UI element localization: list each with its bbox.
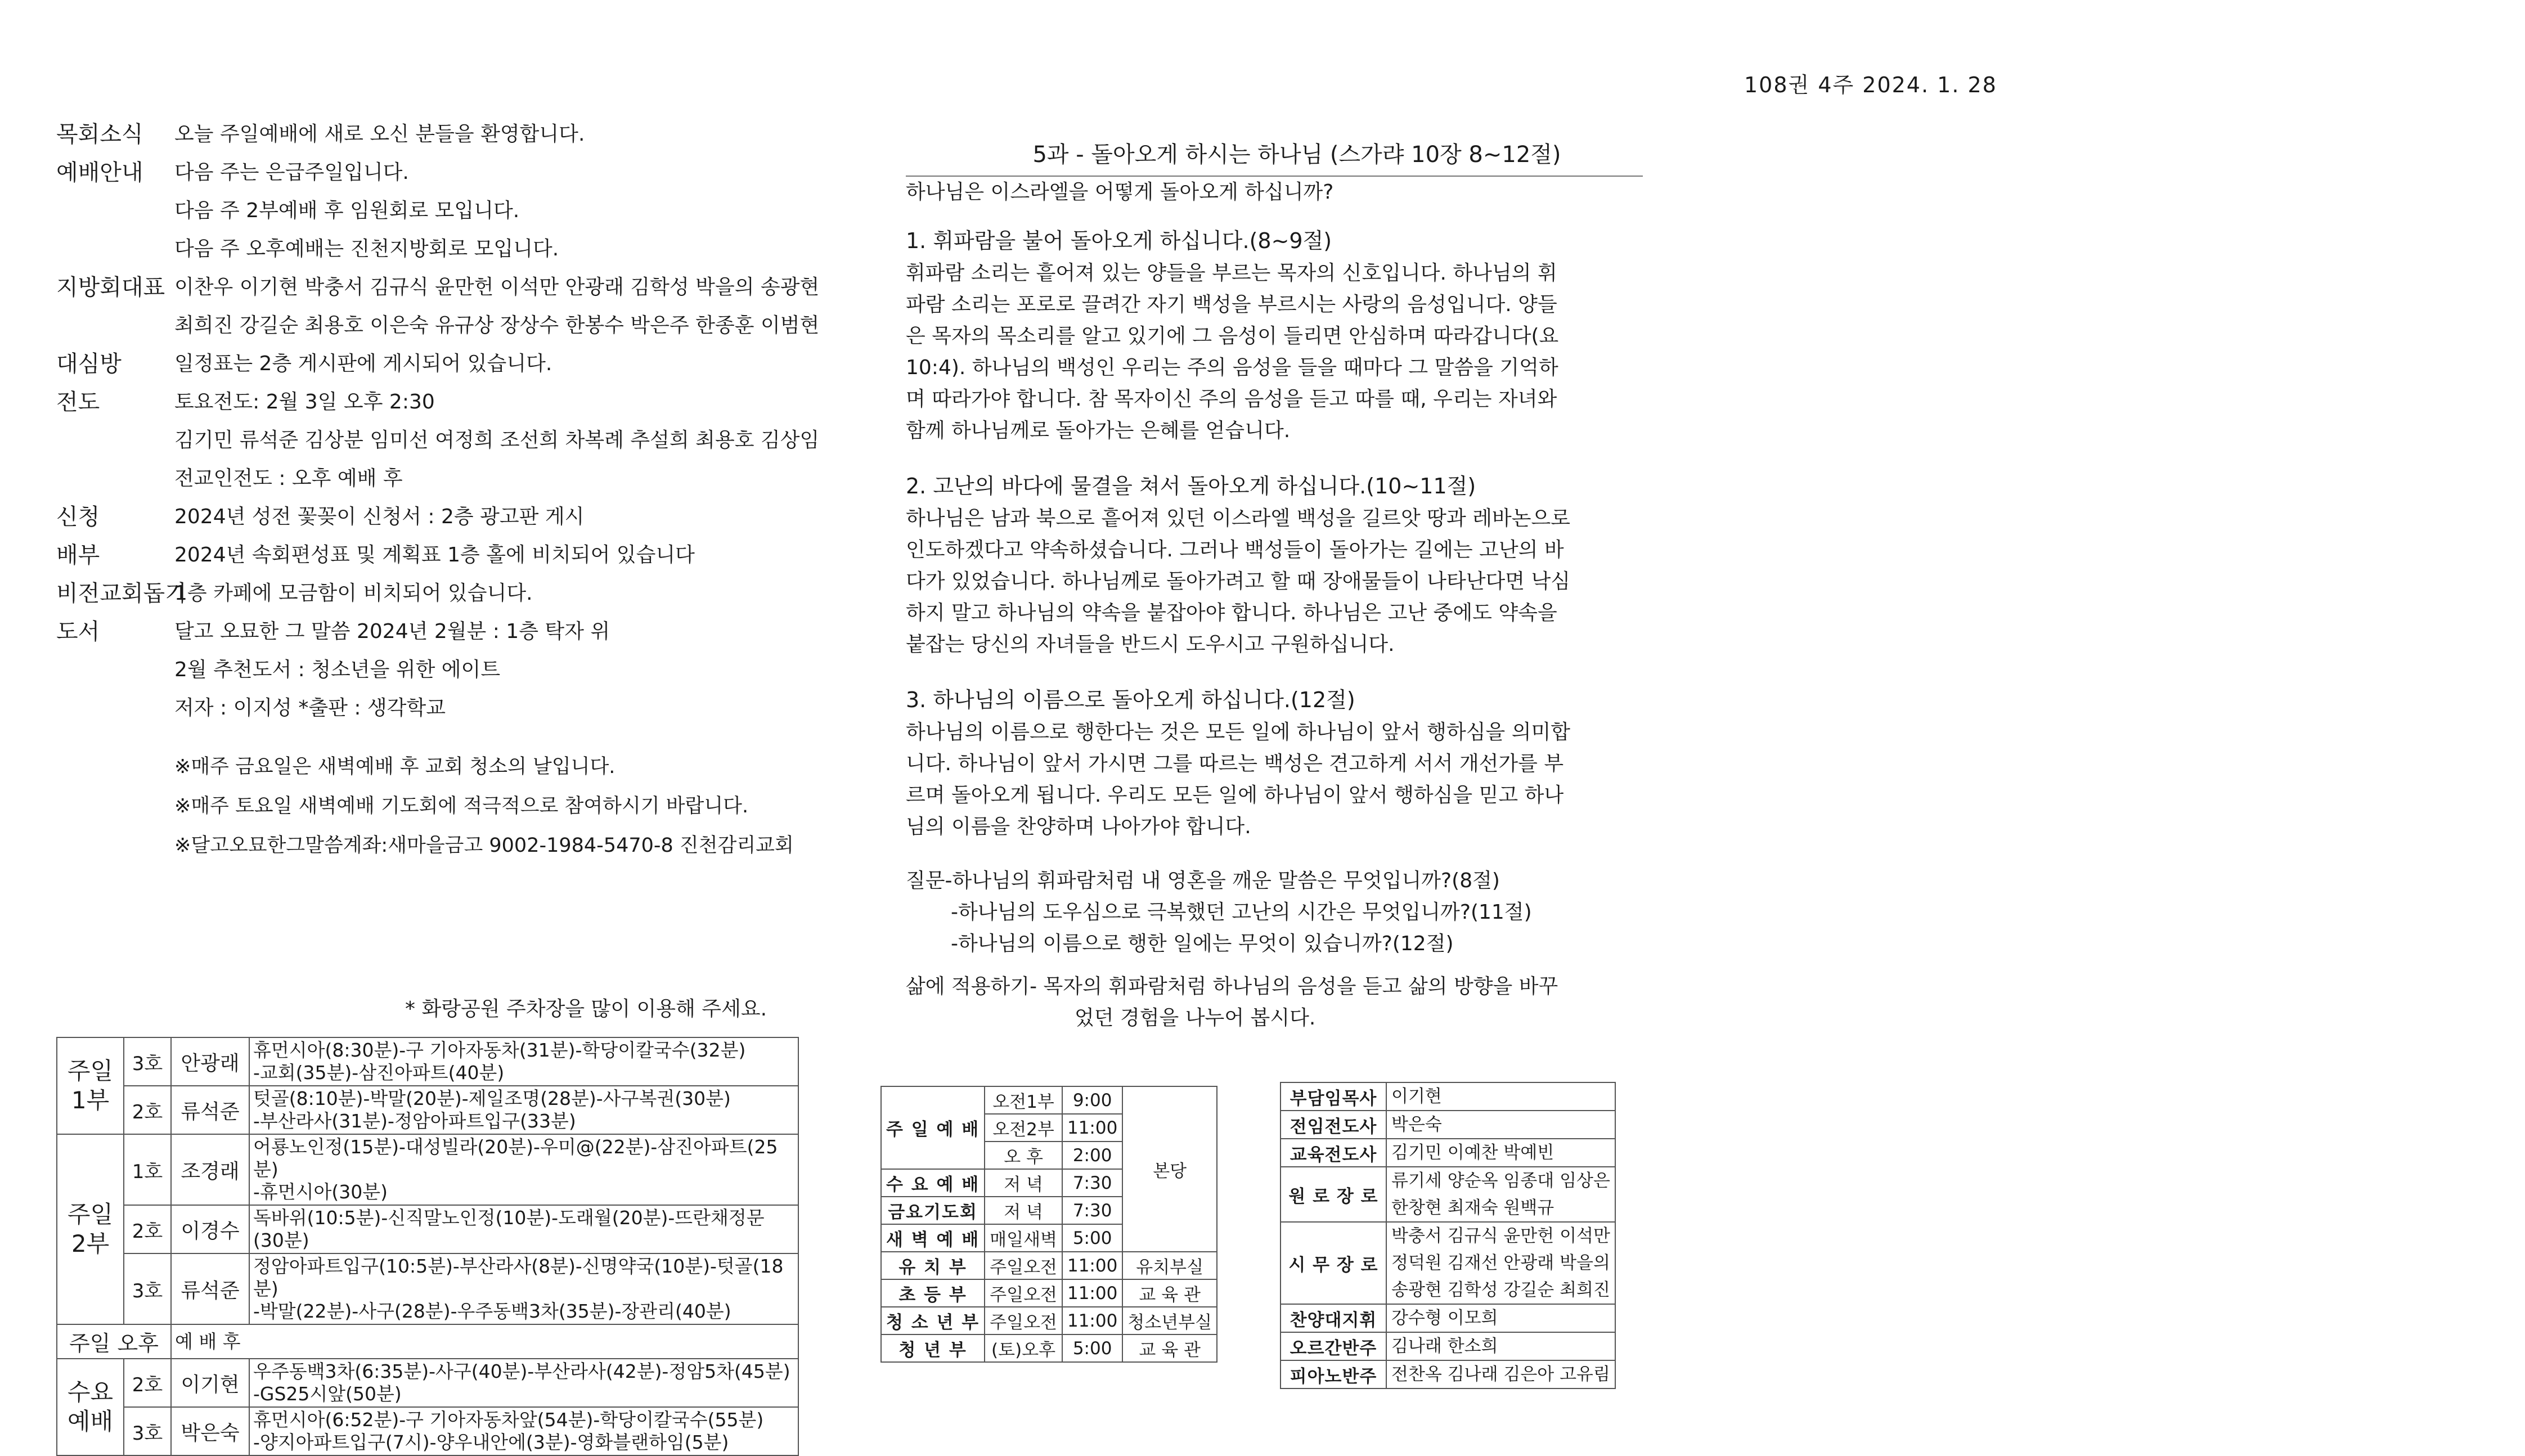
service-name: 유 치 부 bbox=[881, 1252, 985, 1279]
table-row bbox=[1281, 1139, 1615, 1167]
service-part: (토)오후 bbox=[985, 1334, 1062, 1362]
table-row bbox=[57, 1253, 798, 1324]
service-place: 청소년부실 bbox=[1122, 1307, 1217, 1334]
service-name: 수 요 예 배 bbox=[881, 1169, 985, 1197]
announcement-row bbox=[56, 421, 855, 460]
announcement-row bbox=[56, 613, 855, 651]
service-time: 11:00 bbox=[1062, 1252, 1122, 1279]
service-name: 청 소 년 부 bbox=[881, 1307, 985, 1334]
announcement-label bbox=[56, 651, 174, 689]
bus-route: 정암아파트입구(10:5분)-부산라사(8분)-신명약국(10분)-텃골(18분) -박말(22분)-사구(28분)-우주동백3차(35분)-장관리(40분) bbox=[249, 1253, 798, 1324]
announcement-label: 신청 bbox=[56, 504, 100, 530]
staff-name-line: 강수형 이모희 bbox=[1391, 1308, 1498, 1328]
announcement-text: 다음 주 오후예배는 진천지방회로 모입니다. bbox=[174, 237, 559, 260]
bus-number: 1호 bbox=[124, 1134, 171, 1205]
staff-role: 전임전도사 bbox=[1281, 1111, 1386, 1139]
table-row bbox=[1281, 1304, 1615, 1332]
section-line: 하나님은 남과 북으로 흩어져 있던 이스라엘 백성을 길르앗 땅과 레바논으로 bbox=[906, 507, 1571, 530]
announcement-label bbox=[56, 230, 174, 268]
table-row bbox=[57, 1359, 798, 1407]
announcement-row bbox=[56, 230, 855, 268]
sermon-intro: 하나님은 이스라엘을 어떻게 돌아오게 하십니까? bbox=[906, 181, 1334, 204]
bus-number: 2호 bbox=[124, 1086, 171, 1134]
staff-name-line: 한창현 최재숙 원백규 bbox=[1391, 1198, 1554, 1218]
staff-name-line: 전찬옥 김나래 김은아 고유림 bbox=[1391, 1364, 1610, 1385]
announcement-label: 예배안내 bbox=[56, 160, 143, 186]
announcement-label: 지방회대표 bbox=[56, 275, 165, 300]
section-line: 10:4). 하나님의 백성인 우리는 주의 음성을 들을 때마다 그 말씀을 기억하 bbox=[906, 356, 1558, 379]
question-line: -하나님의 도우심으로 극복했던 고난의 시간은 무엇입니까?(11절) bbox=[951, 901, 1532, 924]
bus-schedule-table bbox=[56, 1037, 799, 1456]
service-time: 7:30 bbox=[1062, 1169, 1122, 1197]
announcement-text: 2월 추천도서 : 청소년을 위한 에이트 bbox=[174, 658, 501, 681]
service-place: 유치부실 bbox=[1122, 1252, 1217, 1279]
service-part: 주일오전 bbox=[985, 1252, 1062, 1279]
staff-role: 교육전도사 bbox=[1281, 1139, 1386, 1167]
announcement-row bbox=[56, 115, 855, 154]
service-part: 주일오전 bbox=[985, 1279, 1062, 1307]
announcement-label bbox=[56, 460, 174, 498]
staff-name-line: 김기민 이예찬 박예빈 bbox=[1391, 1143, 1554, 1163]
bus-driver: 안광래 bbox=[171, 1037, 249, 1086]
section-line: 니다. 하나님이 앞서 가시면 그를 따르는 백성은 견고하게 서서 개선가를 부 bbox=[906, 752, 1564, 775]
staff-name-line: 박은숙 bbox=[1391, 1115, 1442, 1135]
service-time: 5:00 bbox=[1062, 1224, 1122, 1252]
staff-names bbox=[1386, 1111, 1615, 1139]
table-row bbox=[1281, 1111, 1615, 1139]
apply-line: 었던 경험을 나누어 봅시다. bbox=[1075, 1006, 1316, 1030]
bus-group-label: 주일 2부 bbox=[57, 1134, 124, 1324]
announcement-row bbox=[56, 268, 855, 307]
service-part: 주일오전 bbox=[985, 1307, 1062, 1334]
announcement-text: 1층 카페에 모금함이 비치되어 있습니다. bbox=[174, 582, 533, 605]
service-time: 9:00 bbox=[1062, 1086, 1122, 1114]
bus-number: 3호 bbox=[124, 1407, 171, 1455]
sermon-body bbox=[906, 224, 1643, 843]
announcement-text: 다음 주 2부예배 후 임원회로 모입니다. bbox=[174, 199, 520, 222]
staff-role: 시 무 장 로 bbox=[1281, 1222, 1386, 1304]
announcement-row bbox=[56, 651, 855, 689]
table-row bbox=[57, 1205, 798, 1253]
announcement-label: 도서 bbox=[56, 619, 100, 645]
table-row bbox=[57, 1086, 798, 1134]
section-line: 붙잡는 당신의 자녀들을 반드시 도우시고 구원하십니다. bbox=[906, 633, 1395, 656]
bus-number: 2호 bbox=[124, 1205, 171, 1253]
question-line: 질문-하나님의 휘파람처럼 내 영혼을 깨운 말씀은 무엇입니까?(8절) bbox=[906, 869, 1500, 892]
staff-name-line: 류기세 양순옥 임종대 임상은 bbox=[1391, 1171, 1610, 1191]
bus-driver: 류석준 bbox=[171, 1086, 249, 1134]
announcement-text: 이찬우 이기현 박충서 김규식 윤만헌 이석만 안광래 김학성 박을의 송광현 bbox=[174, 276, 820, 299]
notes bbox=[174, 747, 794, 865]
section-line: 하지 말고 하나님의 약속을 붙잡아야 합니다. 하나님은 고난 중에도 약속을 bbox=[906, 601, 1557, 624]
staff-names bbox=[1386, 1082, 1615, 1111]
table-row bbox=[881, 1334, 1217, 1362]
bus-driver: 이기현 bbox=[171, 1359, 249, 1407]
announcement-text: 최희진 강길순 최용호 이은숙 유규상 장상수 한봉수 박은주 한종훈 이범현 bbox=[174, 314, 820, 337]
section-line: 인도하겠다고 약속하셨습니다. 그러나 백성들이 돌아가는 길에는 고난의 바 bbox=[906, 538, 1564, 561]
note-line: ※매주 토요일 새벽예배 기도회에 적극적으로 참여하시기 바랍니다. bbox=[174, 795, 749, 817]
announcement-row bbox=[56, 307, 855, 345]
announcement-text: 다음 주는 은급주일입니다. bbox=[174, 161, 409, 184]
table-row bbox=[1281, 1222, 1615, 1304]
announcement-label: 대심방 bbox=[56, 351, 122, 377]
table-row bbox=[57, 1134, 798, 1205]
service-name: 새 벽 예 배 bbox=[881, 1224, 985, 1252]
bus-route: 텃골(8:10분)-박말(20분)-제일조명(28분)-사구복권(30분) -부산라사(31분)-정암아파트입구(33분) bbox=[249, 1086, 798, 1134]
section-line: 르며 돌아오게 됩니다. 우리도 모든 일에 하나님이 앞서 행하심을 믿고 하나 bbox=[906, 784, 1564, 807]
announcement-label: 비전교회돕기 bbox=[56, 581, 187, 606]
service-place: 교 육 관 bbox=[1122, 1334, 1217, 1362]
apply-line: 삶에 적용하기- 목자의 휘파람처럼 하나님의 음성을 듣고 삶의 방향을 바꾸 bbox=[906, 975, 1558, 998]
bus-driver: 조경래 bbox=[171, 1134, 249, 1205]
service-time: 11:00 bbox=[1062, 1114, 1122, 1142]
table-row bbox=[881, 1252, 1217, 1279]
announcement-label bbox=[56, 192, 174, 230]
announcement-label bbox=[56, 689, 174, 727]
service-time: 11:00 bbox=[1062, 1307, 1122, 1334]
service-time: 11:00 bbox=[1062, 1279, 1122, 1307]
staff-names bbox=[1386, 1222, 1615, 1304]
announcement-row bbox=[56, 383, 855, 421]
section-heading: 1. 휘파람을 불어 돌아오게 하십니다.(8~9절) bbox=[906, 228, 1332, 253]
announcement-label: 배부 bbox=[56, 542, 100, 568]
announcement-row bbox=[56, 345, 855, 383]
staff-names bbox=[1386, 1167, 1615, 1222]
table-row bbox=[57, 1407, 798, 1455]
service-place: 교 육 관 bbox=[1122, 1279, 1217, 1307]
staff-names bbox=[1386, 1304, 1615, 1332]
announcement-text: 2024년 속회편성표 및 계획표 1층 홀에 비치되어 있습니다 bbox=[174, 543, 695, 567]
service-part: 오전2부 bbox=[985, 1114, 1062, 1142]
announcement-text: 달고 오묘한 그 말씀 2024년 2월분 : 1층 탁자 위 bbox=[174, 620, 610, 643]
section-line: 은 목자의 목소리를 알고 있기에 그 음성이 들리면 안심하며 따라갑니다(요 bbox=[906, 325, 1559, 348]
bus-driver: 박은숙 bbox=[171, 1407, 249, 1455]
service-part: 매일새벽 bbox=[985, 1224, 1062, 1252]
section-line: 하나님의 이름으로 행한다는 것은 모든 일에 하나님이 앞서 행하심을 의미합 bbox=[906, 721, 1571, 744]
table-row bbox=[1281, 1167, 1615, 1222]
staff-name-line: 송광현 김학성 강길순 최희진 bbox=[1391, 1280, 1610, 1300]
section-heading: 3. 하나님의 이름으로 돌아오게 하십니다.(12절) bbox=[906, 687, 1355, 712]
announcements bbox=[56, 115, 855, 727]
staff-names bbox=[1386, 1360, 1615, 1388]
service-name: 금요기도회 bbox=[881, 1197, 985, 1224]
service-place: 본당 bbox=[1122, 1086, 1217, 1252]
bus-number: 3호 bbox=[124, 1037, 171, 1086]
section-heading: 2. 고난의 바다에 물결을 쳐서 돌아오게 하십니다.(10~11절) bbox=[906, 474, 1476, 498]
service-time: 2:00 bbox=[1062, 1142, 1122, 1169]
section-line: 님의 이름을 찬양하며 나아가야 합니다. bbox=[906, 815, 1251, 838]
issue-info: 108권 4주 2024. 1. 28 bbox=[1744, 73, 1997, 97]
service-time: 5:00 bbox=[1062, 1334, 1122, 1362]
bus-route: 휴먼시아(6:52분)-구 기아자동차앞(54분)-학당이칼국수(55분) -양지아파트입구(7시)-양우내안에(3분)-영화블랜하임(5분) bbox=[249, 1407, 798, 1455]
announcement-row bbox=[56, 154, 855, 192]
table-row bbox=[57, 1037, 798, 1086]
announcement-text: 전교인전도 : 오후 예배 후 bbox=[174, 467, 403, 490]
section-line: 다가 있었습니다. 하나님께로 돌아가려고 할 때 장애물들이 나타난다면 낙심 bbox=[906, 570, 1571, 593]
announcement-row bbox=[56, 192, 855, 230]
table-row bbox=[1281, 1332, 1615, 1360]
announcement-row bbox=[56, 689, 855, 727]
announcement-label: 목회소식 bbox=[56, 122, 143, 147]
table-row bbox=[1281, 1360, 1615, 1388]
bus-driver: 류석준 bbox=[171, 1253, 249, 1324]
worship-schedule-table bbox=[880, 1086, 1217, 1363]
bus-group-label: 주일 1부 bbox=[57, 1037, 124, 1134]
service-name: 주 일 예 배 bbox=[881, 1086, 985, 1169]
service-part: 오전1부 bbox=[985, 1086, 1062, 1114]
table-row bbox=[1281, 1082, 1615, 1111]
note-line: ※달고오묘한그말씀계좌:새마을금고 9002-1984-5470-8 진천감리교회 bbox=[174, 834, 794, 857]
announcement-row bbox=[56, 460, 855, 498]
staff-name-line: 이기현 bbox=[1391, 1086, 1442, 1107]
note-line: ※매주 금요일은 새벽예배 후 교회 청소의 날입니다. bbox=[174, 756, 615, 778]
staff-role: 원 로 장 로 bbox=[1281, 1167, 1386, 1222]
section-line: 함께 하나님께로 돌아가는 은혜를 얻습니다. bbox=[906, 419, 1291, 442]
announcement-row bbox=[56, 498, 855, 536]
bus-number: 2호 bbox=[124, 1359, 171, 1407]
sermon-section bbox=[906, 135, 1643, 1034]
staff-names bbox=[1386, 1332, 1615, 1360]
staff-names bbox=[1386, 1139, 1615, 1167]
service-name: 청 년 부 bbox=[881, 1334, 985, 1362]
sermon-title: 5과 - 돌아오게 하시는 하나님 (스가랴 10장 8~12절) bbox=[1032, 142, 1561, 168]
table-row bbox=[881, 1086, 1217, 1114]
staff-name-line: 김나래 한소희 bbox=[1391, 1336, 1498, 1356]
bus-number: 3호 bbox=[124, 1253, 171, 1324]
staff-name-line: 정덕원 김재선 안광래 박을의 bbox=[1391, 1253, 1610, 1273]
service-part: 저 녁 bbox=[985, 1197, 1062, 1224]
sunday-pm-value: 예 배 후 bbox=[171, 1324, 798, 1359]
table-row bbox=[881, 1307, 1217, 1334]
section-line: 며 따라가야 합니다. 참 목자이신 주의 음성을 듣고 따를 때, 우리는 자녀와 bbox=[906, 388, 1557, 411]
announcement-label bbox=[56, 307, 174, 345]
announcement-text: 2024년 성전 꽃꽂이 신청서 : 2층 광고판 게시 bbox=[174, 505, 585, 528]
parking-notice: * 화랑공원 주차장을 많이 이용해 주세요. bbox=[405, 997, 767, 1021]
service-time: 7:30 bbox=[1062, 1197, 1122, 1224]
announcement-label bbox=[56, 421, 174, 460]
table-row bbox=[881, 1279, 1217, 1307]
table-row bbox=[57, 1324, 798, 1359]
announcement-text: 토요전도: 2월 3일 오후 2:30 bbox=[174, 390, 435, 414]
announcement-row bbox=[56, 574, 855, 613]
section-line: 파람 소리는 포로로 끌려간 자기 백성을 부르시는 사랑의 음성입니다. 양들 bbox=[906, 293, 1557, 316]
announcement-text: 오늘 주일예배에 새로 오신 분들을 환영합니다. bbox=[174, 123, 585, 146]
announcement-label: 전도 bbox=[56, 389, 100, 415]
announcement-row bbox=[56, 536, 855, 574]
staff-role: 오르간반주 bbox=[1281, 1332, 1386, 1360]
announcement-text: 김기민 류석준 김상분 임미선 여정희 조선희 차복례 추설희 최용호 김상임 bbox=[174, 429, 820, 452]
service-part: 저 녁 bbox=[985, 1169, 1062, 1197]
service-part: 오 후 bbox=[985, 1142, 1062, 1169]
bus-group-label: 수요 예배 bbox=[57, 1359, 124, 1455]
announcement-text: 일정표는 2층 게시판에 게시되어 있습니다. bbox=[174, 352, 552, 375]
announcement-text: 저자 : 이지성 *출판 : 생각학교 bbox=[174, 696, 446, 720]
section-line: 휘파람 소리는 흩어져 있는 양들을 부르는 목자의 신호입니다. 하나님의 휘 bbox=[906, 262, 1557, 285]
service-name: 초 등 부 bbox=[881, 1279, 985, 1307]
sunday-pm-label: 주일 오후 bbox=[57, 1324, 171, 1359]
staff-table bbox=[1280, 1082, 1616, 1389]
bus-route: 어룡노인정(15분)-대성빌라(20분)-우미@(22분)-삼진아파트(25분) -휴먼시아(30분) bbox=[249, 1134, 798, 1205]
staff-role: 피아노반주 bbox=[1281, 1360, 1386, 1388]
bus-route: 독바위(10:5분)-신직말노인정(10분)-도래월(20분)-뜨란채정문(30분) bbox=[249, 1205, 798, 1253]
bus-route: 휴먼시아(8:30분)-구 기아자동차(31분)-학당이칼국수(32분) -교회(35분)-삼진아파트(40분) bbox=[249, 1037, 798, 1086]
staff-role: 부담임목사 bbox=[1281, 1082, 1386, 1111]
staff-role: 찬양대지휘 bbox=[1281, 1304, 1386, 1332]
bus-route: 우주동백3차(6:35분)-사구(40분)-부산라사(42분)-정암5차(45분) -GS25시앞(50분) bbox=[249, 1359, 798, 1407]
question-line: -하나님의 이름으로 행한 일에는 무엇이 있습니까?(12절) bbox=[951, 932, 1454, 955]
staff-name-line: 박충서 김규식 윤만헌 이석만 bbox=[1391, 1226, 1610, 1246]
bus-driver: 이경수 bbox=[171, 1205, 249, 1253]
